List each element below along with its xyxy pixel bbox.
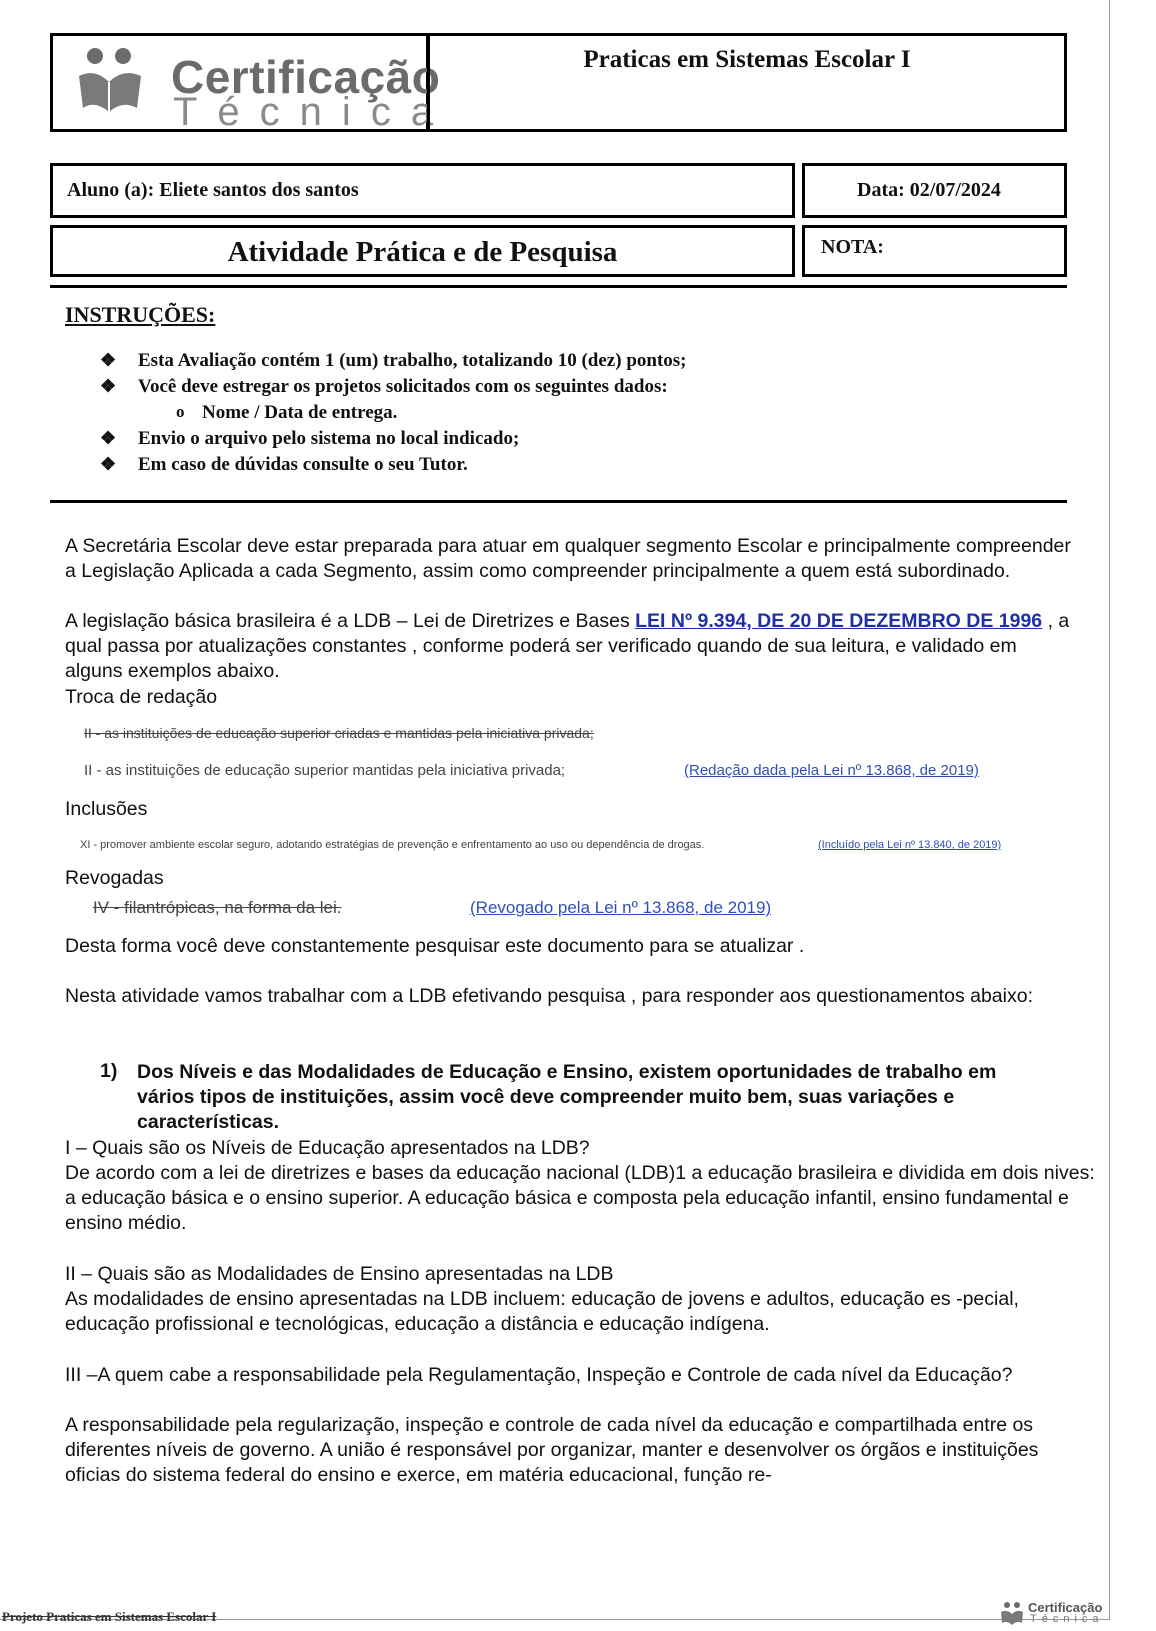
logo-readers-icon (75, 46, 145, 126)
answer-i: De acordo com a lei de diretrizes e bases da educação nacional (LDB)1 a educação brasileira e dividida em dois nives: a educação básica e o ensino superior. A educação básica e composta pela educação infantil, ensino fundamental e ensino médio. (65, 1162, 1095, 1234)
date-value: Data: 02/07/2024 (857, 179, 1001, 201)
diamond-bullet-icon: ❖ (100, 454, 117, 474)
footer-readers-icon (1000, 1601, 1024, 1627)
footer-project-title: Projeto Praticas em Sistemas Escolar I (2, 1609, 217, 1624)
revogadas-label: Revogadas (65, 867, 164, 889)
troca-old-text: II - as instituições de educação superior criadas e mantidas pela iniciativa privada; (84, 725, 594, 741)
list-item: ❖ Você deve estregar os projetos solicitados com os seguintes dados: (100, 376, 668, 397)
diamond-bullet-icon: ❖ (100, 428, 117, 448)
activity-paragraph: Nesta atividade vamos trabalhar com a LDB efetivando pesquisa , para responder aos questionamentos abaixo: (65, 985, 1033, 1007)
diamond-bullet-icon: ❖ (100, 350, 117, 370)
grade-label: NOTA: (821, 236, 884, 258)
list-item: ❖ Em caso de dúvidas consulte o seu Tutor. (100, 454, 468, 475)
question-number: 1) (100, 1060, 118, 1082)
question-iii: III –A quem cabe a responsabilidade pela Regulamentação, Inspeção e Controle de cada nível da Educação? (65, 1364, 1013, 1386)
footer-logo (1000, 1600, 1104, 1628)
instructions-heading: INSTRUÇÕES: (65, 302, 216, 327)
divider-top (50, 285, 1067, 288)
revogada-text: IV - filantrópicas, na forma da lei. (93, 898, 342, 917)
course-title: Praticas em Sistemas Escolar I (583, 46, 911, 73)
ldb-law-link[interactable]: LEI Nº 9.394, DE 20 DE DEZEMBRO DE 1996 (635, 610, 1043, 632)
revogada-reference-link[interactable]: (Revogado pela Lei nº 13.868, de 2019) (470, 898, 772, 917)
question-text: Dos Níveis e das Modalidades de Educação e Ensino, existem oportunidades de trabalho em vários tipos de instituições, assim você deve compreender muito bem, suas variações e características. (137, 1061, 997, 1133)
diamond-bullet-icon: ❖ (100, 376, 117, 396)
question-i: I – Quais são os Níveis de Educação apresentados na LDB? (65, 1137, 590, 1159)
list-item: ❖ Esta Avaliação contém 1 (um) trabalho, totalizando 10 (dez) pontos; (100, 350, 687, 371)
footer-logo-word-1: Certificação (1028, 1600, 1103, 1615)
troca-label: Troca de redação (65, 686, 218, 708)
footer-logo-word-2: Técnica (1030, 1613, 1104, 1625)
intro-paragraph-2: A legislação básica brasileira é a LDB – Lei de Diretrizes e Bases LEI Nº 9.394, DE 20 DE DEZEMBRO DE 1996 , a qual passa por atualizações constantes , conforme poderá ser verificado quando de sua leitura, e validado em alguns exemplos abaixo. (65, 610, 1070, 682)
student-box (50, 163, 795, 218)
question-ii: II – Quais são as Modalidades de Ensino apresentadas na LDB (65, 1263, 614, 1285)
instructions-list (100, 350, 687, 480)
intro-paragraph-1: A Secretária Escolar deve estar preparada para atuar em qualquer segmento Escolar e principalmente compreender a Legislação Aplicada a cada Segmento, assim como compreender principalmente a quem está subordinado. (65, 535, 1071, 582)
answer-ii: As modalidades de ensino apresentadas na LDB incluem: educação de jovens e adultos, educação es -pecial, educação profissional e tecnológicas, educação a distância e educação indígena. (65, 1288, 1019, 1335)
grade-box (802, 225, 1067, 277)
troca-reference-link[interactable]: (Redação dada pela Lei nº 13.868, de 2019) (684, 762, 979, 779)
update-paragraph: Desta forma você deve constantemente pesquisar este documento para se atualizar . (65, 935, 805, 957)
divider-instructions (50, 500, 1067, 503)
activity-title: Atividade Prática e de Pesquisa (227, 236, 618, 268)
circle-bullet-icon: o (176, 402, 185, 421)
date-box (802, 163, 1067, 218)
troca-new-text: II - as instituições de educação superior mantidas pela iniciativa privada; (84, 762, 566, 779)
title-box (427, 33, 1067, 132)
logo-word-certificacao: Certificação (171, 51, 441, 103)
student-name: Aluno (a): Eliete santos dos santos (67, 179, 359, 201)
list-item: o Nome / Data de entrega. (176, 402, 398, 423)
inclusoes-label: Inclusões (65, 798, 148, 820)
inclusao-text: XI - promover ambiente escolar seguro, adotando estratégias de prevenção e enfrentamento ao uso ou dependência de drogas. (80, 839, 705, 851)
list-item: ❖ Envio o arquivo pelo sistema no local indicado; (100, 428, 520, 449)
logo-box (50, 33, 454, 134)
logo-word-tecnica: Técnica (173, 90, 454, 134)
answer-iii: A responsabilidade pela regularização, inspeção e controle de cada nível da educação e compartilhada entre os diferentes níveis de governo. A união é responsável por organizar, manter e desenvolver os órgãos e instituições oficias do sistema federal do ensino e exerce, em matéria educacional, função re- (65, 1414, 1039, 1486)
activity-box (50, 225, 795, 277)
inclusao-reference-link[interactable]: (Incluído pela Lei nº 13.840, de 2019) (818, 839, 1002, 851)
